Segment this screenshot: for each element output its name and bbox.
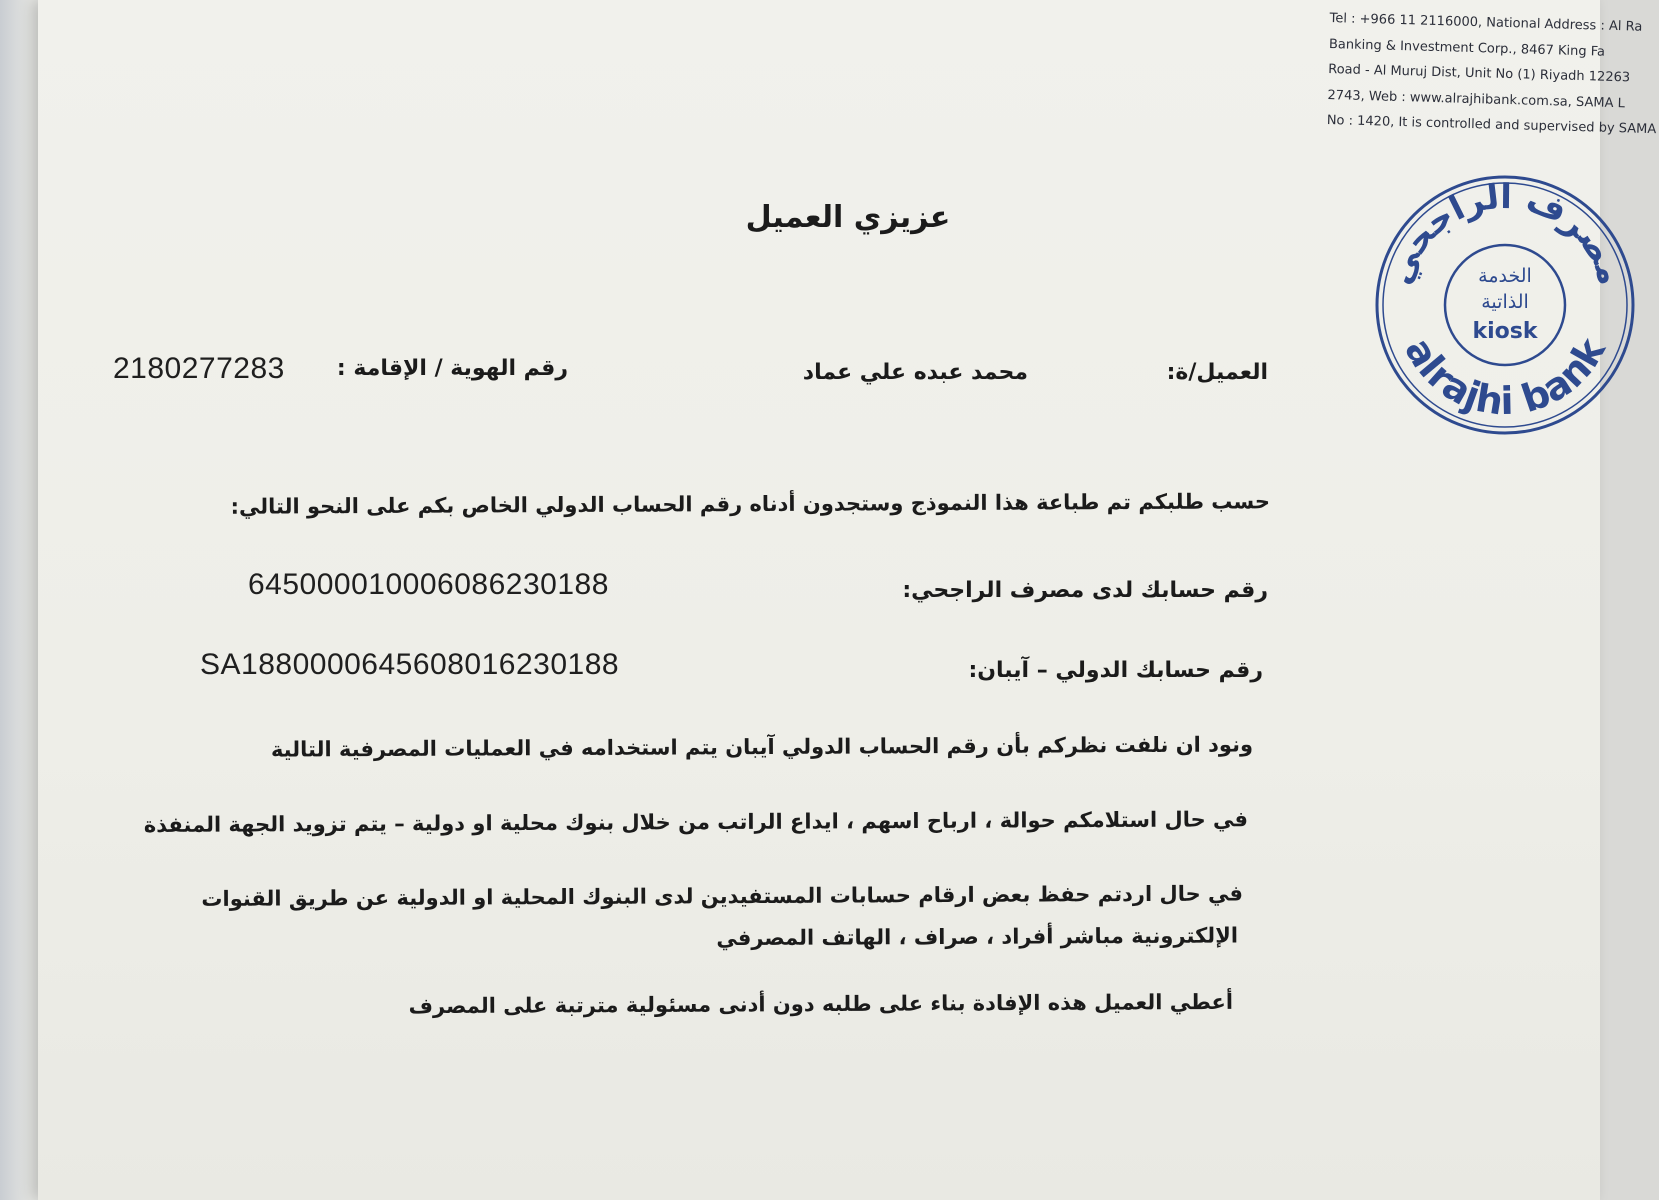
letter-title: عزيزي العميل (745, 200, 951, 235)
id-value: 2180277283 (113, 352, 285, 385)
account-number: 645000010006086230188 (248, 568, 609, 601)
beneficiary-paragraph-line1: في حال اردتم حفظ بعض ارقام حسابات المستفيدين لدى البنوك المحلية او الدولية عن طريق القنوات (201, 881, 1244, 911)
iban-number: SA1880000645608016230188 (200, 648, 620, 681)
bank-contact-block (1326, 6, 1657, 142)
bank-info-line: 2743, Web : www.alrajhibank.com.sa, SAMA L (1327, 87, 1626, 111)
usage-paragraph: ونود ان نلفت نظركم بأن رقم الحساب الدولي آيبان يتم استخدامه في العمليات المصرفية التالية (270, 732, 1254, 762)
id-label: رقم الهوية / الإقامة : (336, 356, 568, 381)
bank-info-line: Tel : +966 11 2116000, National Address : Al Ra (1329, 10, 1643, 35)
seal-inner-line3: kiosk (1472, 319, 1538, 344)
bank-info-line: No : 1420, It is controlled and supervised by SAMA (1326, 112, 1657, 138)
disclaimer-paragraph: أعطي العميل هذه الإفادة بناء على طلبه دون أدنى مسئولية مترتبة على المصرف (408, 989, 1234, 1019)
beneficiary-paragraph-line2: الإلكترونية مباشر أفراد ، صراف ، الهاتف المصرفي (716, 923, 1239, 951)
account-label: رقم حسابك لدى مصرف الراجحي: (902, 578, 1268, 603)
seal-inner-line2: الذاتية (1481, 291, 1529, 313)
seal-arabic-bank-name: مصرف الراجحي (1379, 176, 1631, 290)
bank-info-line: Road - Al Muruj Dist, Unit No (1) Riyadh 12263 (1328, 61, 1631, 86)
customer-name: محمد عبده علي عماد (802, 360, 1028, 385)
bank-info-line: Banking & Investment Corp., 8467 King Fa (1328, 36, 1606, 60)
alrajhi-kiosk-seal (1370, 170, 1640, 440)
transfer-paragraph: في حال استلامكم حوالة ، ارباح اسهم ، ايداع الراتب من خلال بنوك محلية او دولية – يتم تزويد الجهة المنفذة (143, 807, 1249, 838)
intro-paragraph: حسب طلبكم تم طباعة هذا النموذج وستجدون أدناه رقم الحساب الدولي الخاص بكم على النحو التالي: (230, 489, 1271, 519)
iban-label: رقم حسابك الدولي – آيبان: (968, 658, 1263, 683)
letter-sheet (38, 0, 1657, 1200)
seal-latin-bank-name: alrajhi bank (1396, 330, 1614, 424)
customer-label: العميل/ة: (1166, 360, 1268, 385)
seal-inner-line1: الخدمة (1478, 265, 1532, 287)
